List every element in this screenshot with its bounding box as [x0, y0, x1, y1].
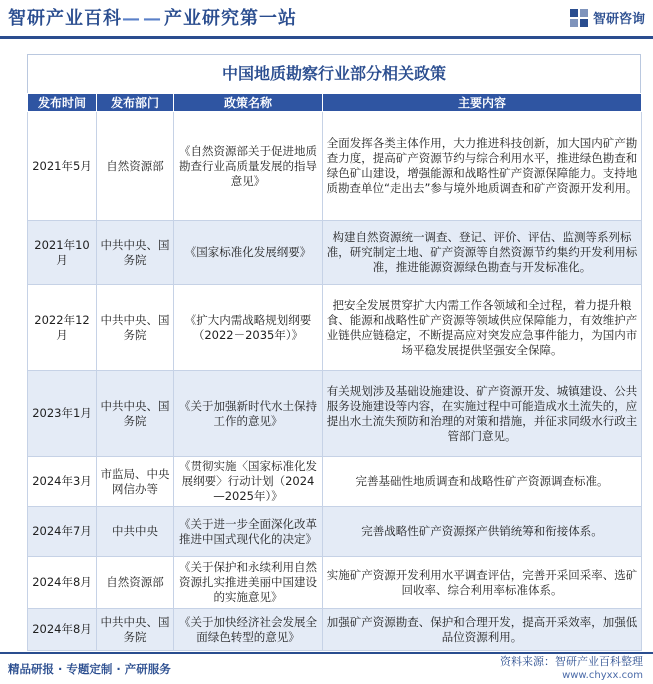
cell-content: 实施矿产资源开发利用水平调查评估，完善开采回采率、选矿回收率、综合利用率标准体系。: [323, 557, 642, 609]
footer-source: [500, 655, 643, 683]
cell-dept: 自然资源部: [97, 557, 174, 609]
source-text: 资料来源：智研产业百科整理: [500, 655, 643, 668]
col-header-policy: 政策名称: [174, 94, 323, 112]
cell-policy: 《关于保护和永续利用自然资源扎实推进美丽中国建设的实施意见》: [174, 557, 323, 609]
cell-policy: 《自然资源部关于促进地质勘查行业高质量发展的指导意见》: [174, 112, 323, 221]
cell-dept: 中共中央: [97, 507, 174, 557]
cell-content: 完善战略性矿产资源探产供销统筹和衔接体系。: [323, 507, 642, 557]
table-row: [28, 112, 642, 221]
cell-policy: 《关于加强新时代水土保持工作的意见》: [174, 371, 323, 457]
source-url[interactable]: www.chyxx.com: [562, 670, 643, 681]
cell-date: 2024年7月: [28, 507, 97, 557]
cell-dept: 中共中央、国务院: [97, 221, 174, 285]
col-header-date: 发布时间: [28, 94, 97, 112]
cell-date: 2021年10月: [28, 221, 97, 285]
table-row: [28, 457, 642, 507]
cell-dept: 市监局、中央网信办等: [97, 457, 174, 507]
cell-dept: 中共中央、国务院: [97, 285, 174, 371]
brand-logo[interactable]: [570, 8, 645, 27]
cell-date: 2022年12月: [28, 285, 97, 371]
header-divider: [0, 36, 653, 39]
cell-content: 构建自然资源统一调查、登记、评价、评估、监测等系列标准，研究制定土地、矿产资源等自然资源节约集约开发利用标准，推进能源资源绿色勘查与开发标准化。: [323, 221, 642, 285]
footer-services: 精品研报 · 专题定制 · 产研服务: [8, 662, 171, 676]
cell-content: 有关规划涉及基础设施建设、矿产资源开发、城镇建设、公共服务设施建设等内容，在实施过程中可能造成水土流失的，应提出水土流失预防和治理的对策和措施，并征求同级水行政主管部门意见。: [323, 371, 642, 457]
cell-policy: 《关于加快经济社会发展全面绿色转型的意见》: [174, 609, 323, 651]
cell-content: 完善基础性地质调查和战略性矿产资源调查标准。: [323, 457, 642, 507]
site-title-main: 智研产业百科: [8, 8, 122, 29]
site-title: [8, 4, 297, 30]
cell-date: 2024年8月: [28, 609, 97, 651]
table-row: [28, 285, 642, 371]
table-row: [28, 557, 642, 609]
col-header-content: 主要内容: [323, 94, 642, 112]
cell-date: 2021年5月: [28, 112, 97, 221]
cell-dept: 自然资源部: [97, 112, 174, 221]
footer: [0, 652, 653, 684]
policy-table: [27, 93, 642, 651]
cell-content: 加强矿产资源勘查、保护和合理开发，提高开采效率，加强低品位资源利用。: [323, 609, 642, 651]
cell-dept: 中共中央、国务院: [97, 371, 174, 457]
table-row: [28, 609, 642, 651]
header: [0, 0, 653, 36]
cell-date: 2023年1月: [28, 371, 97, 457]
logo-name: 智研咨询: [592, 12, 645, 27]
site-subtitle: 产业研究第一站: [164, 8, 297, 29]
table-row: [28, 371, 642, 457]
cell-policy: 《扩大内需战略规划纲要（2022－2035年）》: [174, 285, 323, 371]
cell-policy: 《国家标准化发展纲要》: [174, 221, 323, 285]
title-separator: ——: [122, 8, 164, 29]
cell-policy: 《关于进一步全面深化改革推进中国式现代化的决定》: [174, 507, 323, 557]
cell-content: 把安全发展贯穿扩大内需工作各领域和全过程，着力提升粮食、能源和战略性矿产资源等领域供应保障能力，有效维护产业链供应链稳定，不断提高应对突发应急事件能力，为国内市场平稳发展提供坚强安全保障。: [323, 285, 642, 371]
cell-date: 2024年8月: [28, 557, 97, 609]
table-row: [28, 221, 642, 285]
table-row: [28, 507, 642, 557]
cell-dept: 中共中央、国务院: [97, 609, 174, 651]
table-title: 中国地质勘察行业部分相关政策: [221, 64, 446, 83]
table-header-row: [28, 94, 642, 112]
footer-divider: [0, 652, 653, 654]
col-header-dept: 发布部门: [97, 94, 174, 112]
policy-panel: [27, 54, 641, 650]
cell-date: 2024年3月: [28, 457, 97, 507]
logo-icon: [570, 9, 588, 27]
cell-content: 全面发挥各类主体作用，大力推进科技创新，加大国内矿产勘查力度，提高矿产资源节约与综合利用水平，推进绿色勘查和绿色矿山建设，增强能源和战略性矿产资源保障能力。支持地质勘查单位“走出去”参与境外地质调查和矿产资源开发利用。: [323, 112, 642, 221]
cell-policy: 《贯彻实施〈国家标准化发展纲要〉行动计划（2024—2025年）》: [174, 457, 323, 507]
